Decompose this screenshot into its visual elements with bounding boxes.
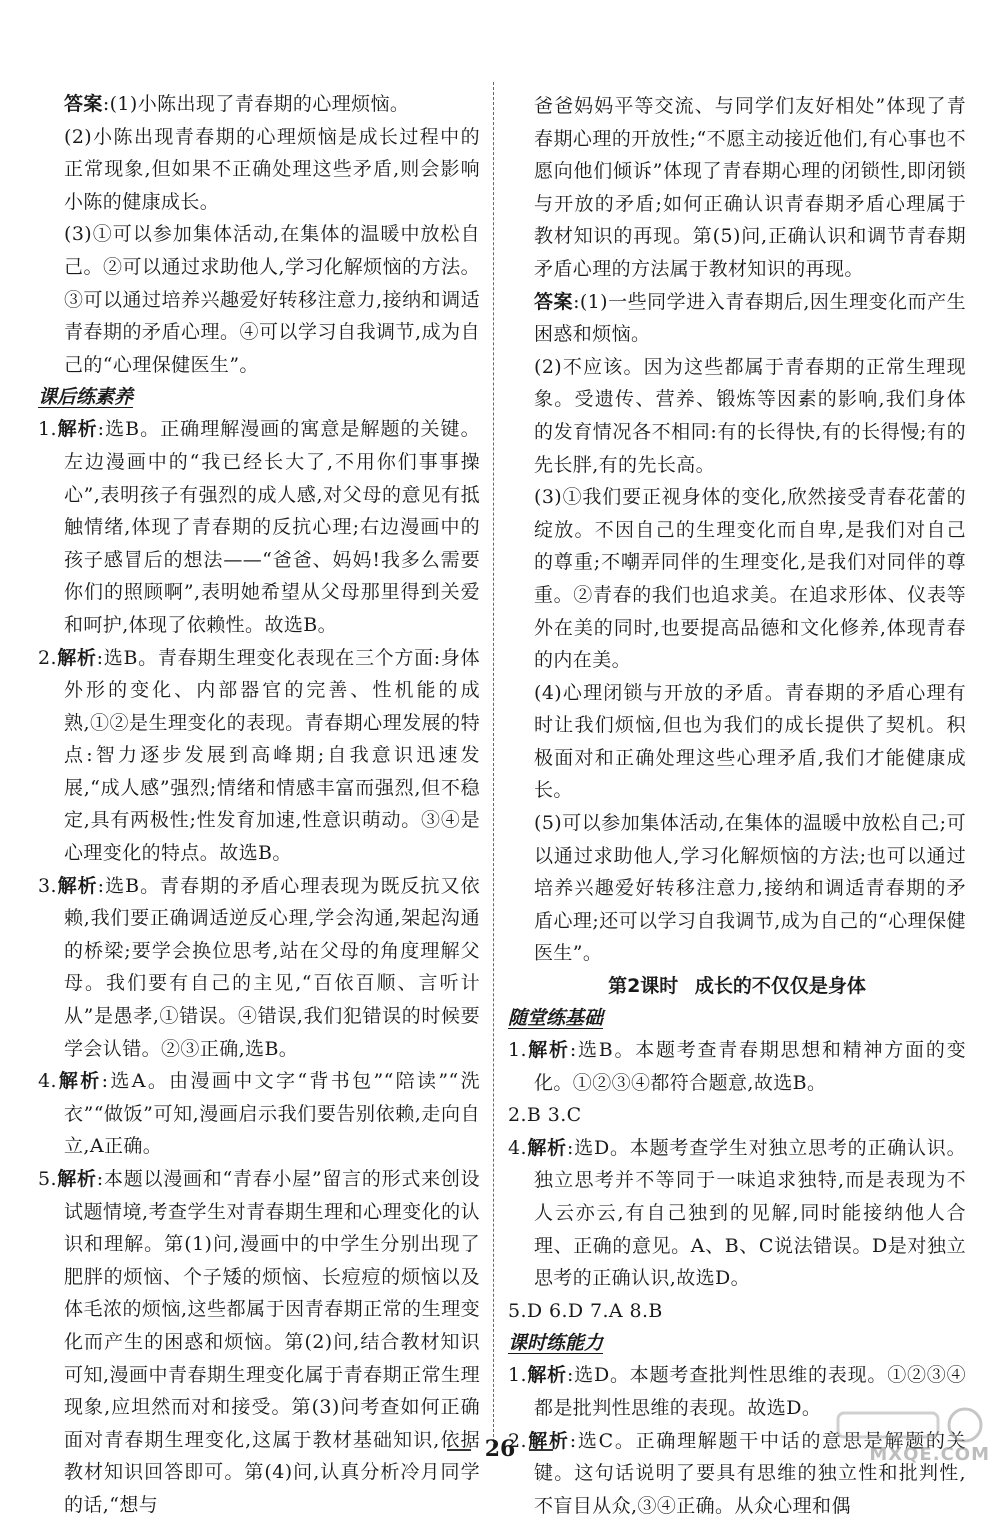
explanation-item (508, 1034, 966, 1099)
item-number: 5. (38, 1168, 57, 1190)
item-text: :选B。正确理解漫画的寓意是解题的关键。左边漫画中的“我已经长大了,不用你们事事操心”,表明孩子有强烈的成人感,对父母的意见有抵触情绪,体现了青春期的反抗心理;右边漫画中的孩子感冒后的想法——“爸爸、妈妈!我多么需要你们的照顾啊”,表明她希望从父母那里得到关爱和呵护,体现了依赖性。故选B。 (64, 418, 480, 636)
answer-paragraph: (5)可以参加集体活动,在集体的温暖中放松自己;可以通过求助他人,学习化解烦恼的方法;也可以通过培养兴趣爱好转移注意力,接纳和调适青春期的矛盾心理;还可以学习自我调节,成为自己的“心理保健医生”。 (534, 812, 966, 965)
answer-1 (64, 88, 480, 121)
answer-text: :(1)小陈出现了青春期的心理烦恼。 (102, 93, 410, 115)
item-label: 解析 (526, 1136, 567, 1159)
answer-label: 答案 (64, 93, 103, 115)
column-divider (493, 82, 494, 1447)
item-text: :选C。正确理解题干中话的意思是解题的关键。这句话说明了要具有思维的独立性和批判性,不盲目从众,③④正确。从众心理和偶 (534, 1429, 966, 1517)
item-number: 1. (508, 1039, 527, 1062)
item-text: :选B。青春期的矛盾心理表现为既反抗又依赖,我们要正确调适逆反心理,学会沟通,架起沟通的桥梁;要学会换位思考,站在父母的角度理解父母。我们要有自己的主见,“百依百顺、言听计从”是愚孝,①错误。④错误,我们犯错误的时候要学会认错。②③正确,选B。 (64, 874, 480, 1060)
item-number: 1. (38, 418, 57, 441)
item-label: 解析 (56, 874, 98, 897)
item-text: :选B。本题考查青春期思想和精神方面的变化。①②③④都符合题意,故选B。 (534, 1039, 966, 1094)
answer-1-part3: (3)①可以参加集体活动,在集体的温暖中放松自己。②可以通过求助他人,学习化解烦恼的方法。③可以通过培养兴趣爱好转移注意力,接纳和调适青春期的矛盾心理。④可以学习自我调节,成为自己的“心理保健医生”。 (64, 223, 480, 376)
item-label: 解析 (56, 1070, 102, 1093)
item-label: 解析 (56, 1168, 97, 1190)
explanation-item (38, 642, 480, 870)
answer-paragraph: (3)①我们要正视身体的变化,欣然接受青春花蕾的绽放。不因自己的生理变化而自卑,是我们对自己的尊重;不嘲弄同伴的生理变化,是我们对同伴的尊重。②青春的我们也追求美。在追求形体、仪表等外在美的同时,也要提高品德和文化修养,体现青春的内在美。 (534, 486, 966, 672)
answer-1-part2: (2)小陈出现青春期的心理烦恼是成长过程中的正常现象,但如果不正确处理这些矛盾,则会影响小陈的健康成长。 (64, 125, 480, 213)
explanation-item (38, 870, 480, 1066)
continued-explanation: 爸爸妈妈平等交流、与同学们友好相处”体现了青春期心理的开放性;“不愿主动接近他们,有心事也不愿向他们倾诉”体现了青春期心理的闭锁性,即闭锁与开放的矛盾;如何正确认识青春期矛盾心理属于教材知识的再现。第(5)问,正确认识和调节青春期矛盾心理的方法属于教材知识的再现。 (534, 95, 966, 280)
item-label: 解析 (526, 1039, 570, 1062)
dash-right (529, 1449, 553, 1451)
item-number: 3. (38, 874, 57, 897)
item-text: :本题以漫画和“青春小屋”留言的形式来创设试题情境,考查学生对青春期生理和心理变化的认识和理解。第(1)问,漫画中的中学生分别出现了肥胖的烦恼、个子矮的烦恼、长痘痘的烦恼以及体毛浓的烦恼,这些都属于因青春期正常的生理变化而产生的困惑和烦恼。第(2)问,结合教材知识可知,漫画中青春期生理变化属于青春期正常生理现象,应坦然而对和接受。第(3)问考查如何正确面对青春期生理变化,这属于教材基础知识,依据教材知识回答即可。第(4)问,认真分析冷月同学的话,“想与 (64, 1168, 480, 1516)
answer-line: 5.D 6.D 7.A 8.B (508, 1299, 663, 1322)
item-label: 解析 (56, 646, 97, 669)
item-text: :选D。本题考查学生对独立思考的正确认识。独立思考并不等同于一味追求独特,而是表现为不人云亦云,有自己独到的见解,同时能接纳他人合理、正确的意见。A、B、C说法错误。D是对独立思考的正确认识,故选D。 (534, 1136, 966, 1290)
watermark-text: MXQE.COM (869, 1444, 990, 1465)
item-number: 1. (508, 1364, 527, 1387)
item-number: 4. (508, 1136, 527, 1159)
item-number: 4. (38, 1070, 57, 1093)
section-heading-after-class: 课后练素养 (38, 386, 134, 409)
item-label: 解析 (526, 1429, 570, 1452)
answer-2 (508, 286, 966, 351)
item-text: :选A。由漫画中文字“背书包”“陪读”“洗衣”“做饭”可知,漫画启示我们要告别依赖,走向自立,A正确。 (64, 1070, 480, 1158)
left-column (38, 88, 480, 1522)
dash-left (447, 1449, 471, 1451)
item-text: :选D。本题考查批判性思维的表现。①②③④都是批判性思维的表现。故选D。 (534, 1364, 966, 1419)
page-number-text: 26 (484, 1436, 516, 1462)
item-number: 2. (38, 646, 57, 669)
answer-paragraph: (2)不应该。因为这些都属于青春期的正常生理现象。受遗传、营养、锻炼等因素的影响,我们身体的发育情况各不相同:有的长得快,有的长得慢;有的先长胖,有的先长高。 (534, 355, 966, 476)
watermark-icon (830, 1407, 990, 1447)
answer-text: :(1)一些同学进入青春期后,因生理变化而产生困惑和烦恼。 (534, 290, 966, 346)
section-heading-in-class: 随堂练基础 (508, 1007, 604, 1030)
right-column (508, 90, 966, 1522)
answer-line: 2.B 3.C (508, 1104, 582, 1127)
item-text: :选B。青春期生理变化表现在三个方面:身体外形的变化、内部器官的完善、性机能的成熟,①②是生理变化的表现。青春期心理发展的特点:智力逐步发展到高峰期;自我意识迅速发展,“成人感”强烈;情绪和情感丰富而强烈,但不稳定,具有两极性;性发育加速,性意识萌动。③④是心理变化的特点。故选B。 (64, 646, 480, 865)
explanation-item (38, 413, 480, 641)
watermark-logo (830, 1407, 990, 1465)
explanation-item (508, 1132, 966, 1295)
item-number: 2. (508, 1429, 527, 1452)
answer-paragraph: (4)心理闭锁与开放的矛盾。青春期的矛盾心理有时让我们烦恼,但也为我们的成长提供了契机。积极面对和正确处理这些心理矛盾,我们才能健康成长。 (534, 681, 966, 802)
item-label: 解析 (526, 1364, 567, 1387)
explanation-item (38, 1163, 480, 1522)
answer-label: 答案 (534, 290, 574, 313)
section-heading-ability: 课时练能力 (508, 1332, 604, 1355)
lesson-title: 第2课时 成长的不仅仅是身体 (608, 975, 866, 998)
item-label: 解析 (56, 418, 98, 441)
explanation-item (38, 1065, 480, 1163)
